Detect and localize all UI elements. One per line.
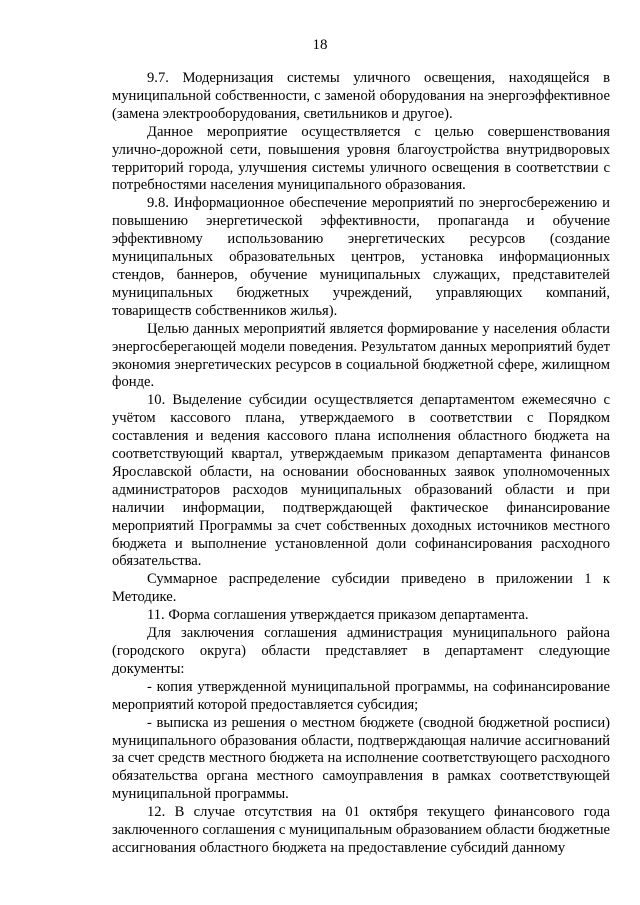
paragraph-9-8: 9.8. Информационное обеспечение мероприятий по энергосбережению и повышению энергетической эффективности, пропаганда и обучение эффективному использованию энергетических ресурсов (создание муниципальных образовательных центров, установка информационных стендов, баннеров, обучение муниципальных служащих, представителей муниципальных бюджетных учреждений, управляющих компаний, товариществ собственников жилья). <box>112 195 610 319</box>
paragraph-10: 10. Выделение субсидии осуществляется департаментом ежемесячно с учётом кассового плана, утверждаемого в соответствии с Порядком составления и ведения кассового плана исполнения областного бюджета на соответствующий квартал, утверждаемым приказом департамента финансов Ярославской области, на основании обоснованных заявок уполномоченных администраторов расходов муниципальных образований области и при наличии информации, подтверждающей фактическое финансирование мероприятий Программы за счет собственных доходных источников местного бюджета и выполнение установленной доли софинансирования расходного обязательства. <box>112 392 610 570</box>
list-item-budget-extract: - выписка из решения о местном бюджете (сводной бюджетной росписи) муниципального образования области, подтверждающая наличие ассигнований за счет средств местного бюджета на исполнение соответствующего расходного обязательства органа местного самоуправления в рамках соответствующей муниципальной программы. <box>112 714 610 803</box>
document-body <box>112 70 610 858</box>
paragraph-11-documents: Для заключения соглашения администрация муниципального района (городского округа) области представляет в департамент следующие документы: <box>112 625 610 677</box>
paragraph-9-8-purpose: Целью данных мероприятий является формирование у населения области энергосберегающей модели поведения. Результатом данных мероприятий будет экономия энергетических ресурсов в социальной бюджетной сфере, жилищном фонде. <box>112 320 610 391</box>
paragraph-9-7-purpose: Данное мероприятие осуществляется с целью совершенствования улично-дорожной сети, повышения уровня благоустройства внутридворовых территорий города, улучшения системы уличного освещения в соответствии с потребностями населения муниципального образования. <box>112 123 610 194</box>
paragraph-11: 11. Форма соглашения утверждается приказом департамента. <box>147 607 529 624</box>
paragraph-12: 12. В случае отсутствия на 01 октября текущего финансового года заключенного соглашения с муниципальным образованием области бюджетные ассигнования областного бюджета на предоставление субсидий данному <box>112 804 610 856</box>
paragraph-10-distribution: Суммарное распределение субсидии приведено в приложении 1 к Методике. <box>112 571 610 606</box>
paragraph-9-7: 9.7. Модернизация системы уличного освещения, находящейся в муниципальной собственности, с заменой оборудования на энергоэффективное (замена электрооборудования, светильников и другое). <box>112 70 610 122</box>
list-item-program-copy: - копия утвержденной муниципальной программы, на софинансирование мероприятий которой предоставляется субсидия; <box>112 678 610 713</box>
page-number: 18 <box>312 37 328 53</box>
